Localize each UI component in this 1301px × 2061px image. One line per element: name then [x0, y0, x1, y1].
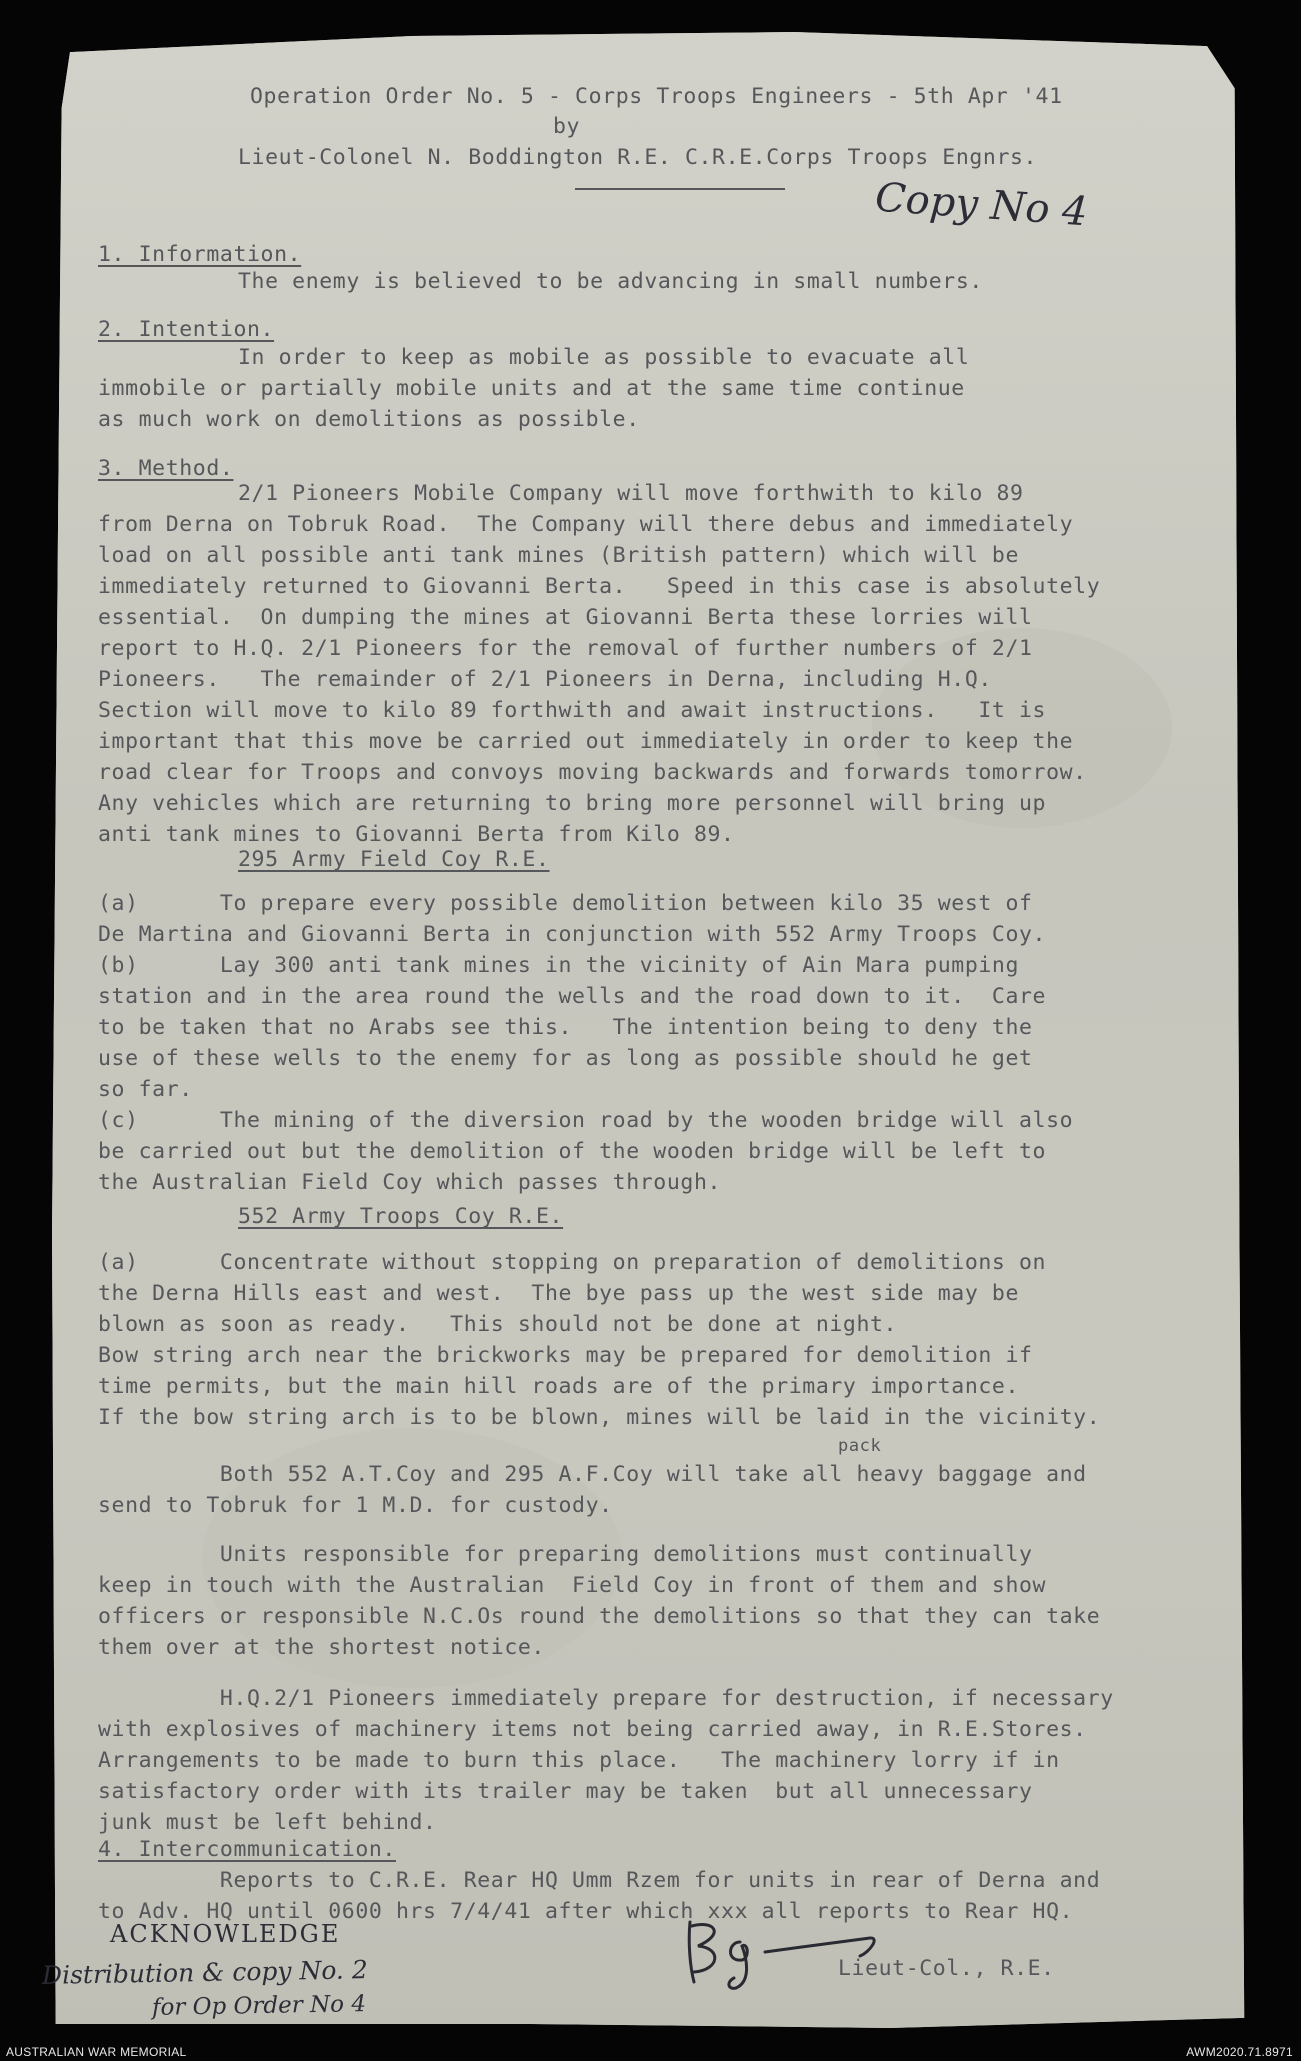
- distribution-note-line1: Distribution & copy No. 2: [41, 1955, 368, 1990]
- text-line: station and in the area round the wells and the road down to it. Care: [98, 984, 1047, 1009]
- signature-rank: Lieut-Col., R.E.: [838, 1956, 1055, 1981]
- footer-institution: AUSTRALIAN WAR MEMORIAL: [6, 2045, 187, 2059]
- handwritten-correction: pack: [838, 1436, 882, 1456]
- text-line: essential. On dumping the mines at Giovanni Berta these lorries will: [98, 605, 1033, 630]
- text-line: the Derna Hills east and west. The bye pass up the west side may be: [98, 1281, 1019, 1306]
- text-line: Units responsible for preparing demolitions must continually: [98, 1542, 1033, 1567]
- text-line: immobile or partially mobile units and at the same time continue: [98, 376, 965, 401]
- header-underline: [575, 188, 785, 190]
- text-line: (a) To prepare every possible demolition between kilo 35 west of: [98, 891, 1033, 916]
- text-line: to Adv. HQ until 0600 hrs 7/4/41 after which xxx all reports to Rear HQ.: [98, 1899, 1074, 1924]
- distribution-note-line2: for Op Order No 4: [151, 1991, 367, 2021]
- section-information-heading: 1. Information.: [98, 242, 302, 267]
- section-information-text: The enemy is believed to be advancing in small numbers.: [238, 269, 983, 294]
- text-line: road clear for Troops and convoys moving backwards and forwards tomorrow.: [98, 760, 1087, 785]
- acknowledge-note: ACKNOWLEDGE: [110, 1920, 341, 1948]
- text-line: important that this move be carried out immediately in order to keep the: [98, 729, 1074, 754]
- text-line: Bow string arch near the brickworks may be prepared for demolition if: [98, 1343, 1033, 1368]
- text-line: keep in touch with the Australian Field Coy in front of them and show: [98, 1573, 1047, 1598]
- text-line: from Derna on Tobruk Road. The Company will there debus and immediately: [98, 512, 1074, 537]
- text-line: If the bow string arch is to be blown, mines will be laid in the vicinity.: [98, 1405, 1101, 1430]
- text-line: be carried out but the demolition of the wooden bridge will be left to: [98, 1139, 1047, 1164]
- text-line: load on all possible anti tank mines (British pattern) which will be: [98, 543, 1019, 568]
- order-by: by: [553, 114, 581, 139]
- text-line: De Martina and Giovanni Berta in conjunction with 552 Army Troops Coy.: [98, 922, 1047, 947]
- text-line: Section will move to kilo 89 forthwith and await instructions. It is: [98, 698, 1047, 723]
- footer-accession-number: AWM2020.71.8971: [1186, 2045, 1293, 2059]
- text-line: In order to keep as mobile as possible to evacuate all: [238, 345, 970, 370]
- text-line: immediately returned to Giovanni Berta. Speed in this case is absolutely: [98, 574, 1101, 599]
- section-intercommunication-heading: 4. Intercommunication.: [98, 1837, 396, 1862]
- text-line: Pioneers. The remainder of 2/1 Pioneers in Derna, including H.Q.: [98, 667, 992, 692]
- text-line: Any vehicles which are returning to bring more personnel will bring up: [98, 791, 1047, 816]
- order-title: Operation Order No. 5 - Corps Troops Engineers - 5th Apr '41: [250, 84, 1063, 109]
- text-line: Arrangements to be made to burn this place. The machinery lorry if in: [98, 1748, 1060, 1773]
- text-line: H.Q.2/1 Pioneers immediately prepare for destruction, if necessary: [98, 1686, 1114, 1711]
- text-line: time permits, but the main hill roads are of the primary importance.: [98, 1374, 1019, 1399]
- text-line: as much work on demolitions as possible.: [98, 407, 640, 432]
- text-line: so far.: [98, 1077, 193, 1102]
- text-line: use of these wells to the enemy for as long as possible should he get: [98, 1046, 1033, 1071]
- text-line: (a) Concentrate without stopping on preparation of demolitions on: [98, 1250, 1047, 1275]
- coy552-heading: 552 Army Troops Coy R.E.: [238, 1204, 564, 1229]
- text-line: the Australian Field Coy which passes through.: [98, 1170, 722, 1195]
- text-line: with explosives of machinery items not being carried away, in R.E.Stores.: [98, 1717, 1087, 1742]
- text-line: report to H.Q. 2/1 Pioneers for the removal of further numbers of 2/1: [98, 636, 1033, 661]
- text-line: blown as soon as ready. This should not be done at night.: [98, 1312, 898, 1337]
- coy295-heading: 295 Army Field Coy R.E.: [238, 847, 550, 872]
- copy-number-note: Copy No 4: [873, 174, 1090, 236]
- text-line: Both 552 A.T.Coy and 295 A.F.Coy will take all heavy baggage and: [98, 1462, 1087, 1487]
- text-line: (b) Lay 300 anti tank mines in the vicinity of Ain Mara pumping: [98, 953, 1019, 978]
- text-line: to be taken that no Arabs see this. The intention being to deny the: [98, 1015, 1033, 1040]
- text-line: them over at the shortest notice.: [98, 1635, 545, 1660]
- section-intention-heading: 2. Intention.: [98, 317, 275, 342]
- text-line: junk must be left behind.: [98, 1810, 437, 1835]
- section-method-heading: 3. Method.: [98, 456, 234, 481]
- text-line: anti tank mines to Giovanni Berta from Kilo 89.: [98, 822, 735, 847]
- text-line: 2/1 Pioneers Mobile Company will move forthwith to kilo 89: [238, 481, 1024, 506]
- text-line: satisfactory order with its trailer may be taken but all unnecessary: [98, 1779, 1033, 1804]
- text-line: Reports to C.R.E. Rear HQ Umm Rzem for units in rear of Derna and: [98, 1868, 1101, 1893]
- order-author: Lieut-Colonel N. Boddington R.E. C.R.E.Corps Troops Engnrs.: [238, 145, 1038, 170]
- text-line: send to Tobruk for 1 M.D. for custody.: [98, 1493, 613, 1518]
- text-line: officers or responsible N.C.Os round the demolitions so that they can take: [98, 1604, 1101, 1629]
- text-line: (c) The mining of the diversion road by the wooden bridge will also: [98, 1108, 1074, 1133]
